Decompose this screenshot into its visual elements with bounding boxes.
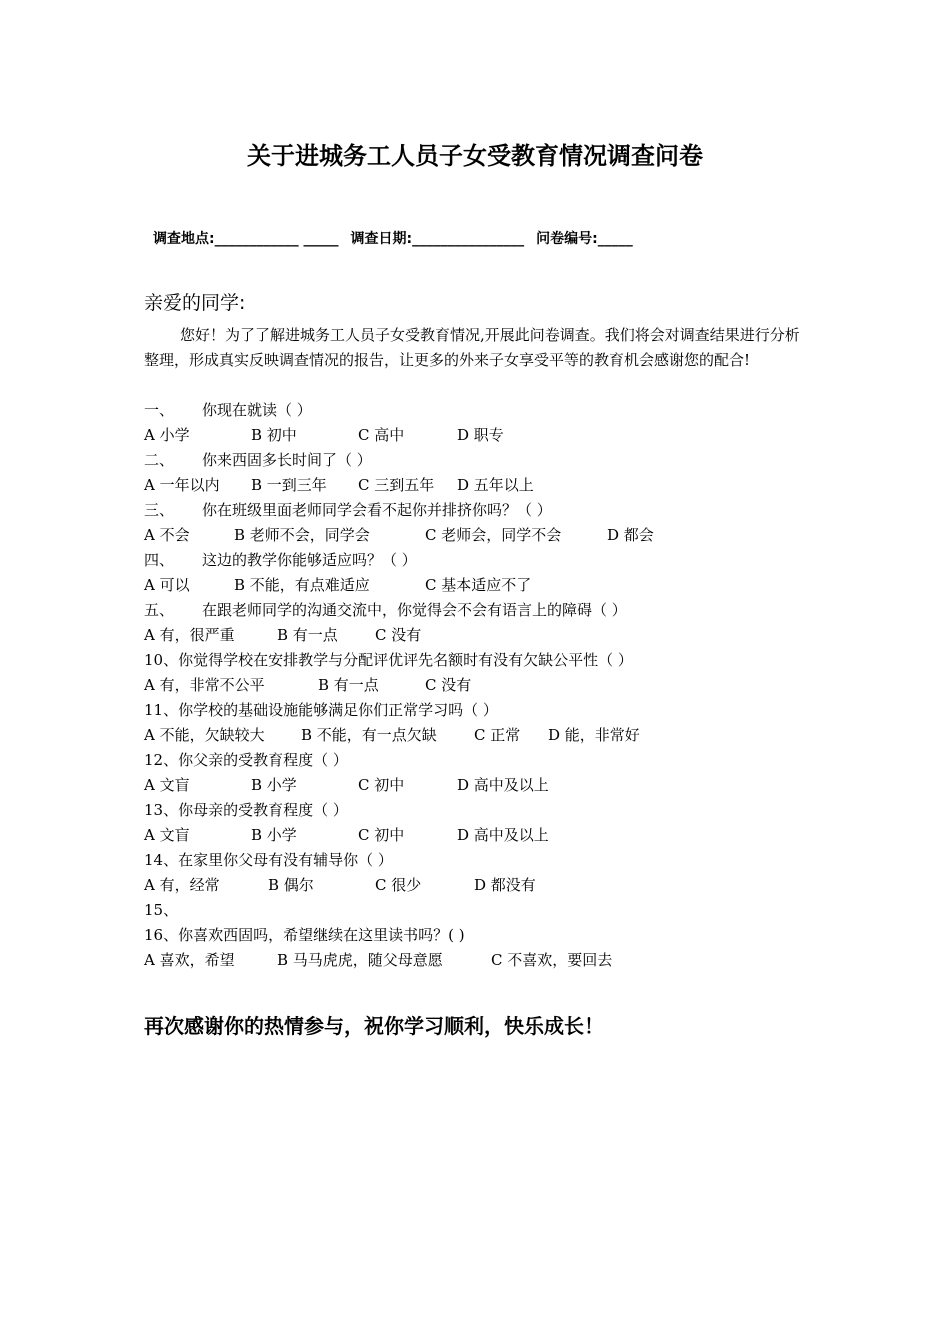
answer-option[interactable]: A 可以 [144, 576, 190, 594]
options-row [144, 423, 824, 448]
answer-option[interactable]: B 偶尔 [268, 876, 314, 894]
options-row [144, 523, 824, 548]
options-row [144, 948, 824, 973]
question-text: 13、你母亲的受教育程度（ ） [144, 801, 348, 819]
answer-option[interactable]: B 马马虎虎，随父母意愿 [277, 951, 443, 969]
answer-option[interactable]: A 有，很严重 [144, 626, 235, 644]
answer-option[interactable]: D 职专 [457, 426, 504, 444]
question-text: 在跟老师同学的沟通交流中，你觉得会不会有语言上的障碍（ ） [202, 601, 627, 619]
question-number: 三、 [144, 501, 175, 519]
question-text: 你现在就读（ ） [202, 401, 312, 419]
question-text: 你来西固多长时间了（ ） [202, 451, 372, 469]
options-row [144, 823, 824, 848]
answer-option[interactable]: C 基本适应不了 [425, 576, 532, 594]
answer-option[interactable]: C 老师会，同学不会 [425, 526, 562, 544]
options-row [144, 573, 824, 598]
question-row [144, 698, 824, 723]
question-number: 二、 [144, 451, 175, 469]
question-row [144, 848, 824, 873]
answer-option[interactable]: D 高中及以上 [457, 776, 549, 794]
question-text: 14、在家里你父母有没有辅导你（ ） [144, 851, 393, 869]
answer-option[interactable]: A 喜欢，希望 [144, 951, 235, 969]
question-row [144, 748, 824, 773]
question-text: 11、你学校的基础设施能够满足你们正常学习吗（ ） [144, 701, 498, 719]
question-text: 这边的教学你能够适应吗？（ ） [202, 551, 417, 569]
question-text: 10、你觉得学校在安排教学与分配评优评先名额时有没有欠缺公平性（ ） [144, 651, 633, 669]
answer-option[interactable]: B 不能，有一点欠缺 [301, 726, 437, 744]
question-number: 一、 [144, 401, 175, 419]
question-text: 你在班级里面老师同学会看不起你并排挤你吗？（ ） [202, 501, 552, 519]
answer-option[interactable]: C 没有 [375, 626, 422, 644]
question-text: 16、你喜欢西固吗，希望继续在这里读书吗？( ) [144, 926, 465, 944]
answer-option[interactable]: A 文盲 [144, 826, 190, 844]
options-row [144, 723, 824, 748]
question-number: 四、 [144, 551, 175, 569]
answer-option[interactable]: D 高中及以上 [457, 826, 549, 844]
question-row [144, 798, 824, 823]
answer-option[interactable]: B 有一点 [277, 626, 338, 644]
answer-option[interactable]: C 正常 [474, 726, 521, 744]
closing-text: 再次感谢你的热情参与，祝你学习顺利，快乐成长！ [144, 1014, 604, 1038]
answer-option[interactable]: A 有，非常不公平 [144, 676, 265, 694]
answer-option[interactable]: C 没有 [425, 676, 472, 694]
answer-option[interactable]: C 初中 [358, 826, 405, 844]
survey-meta [153, 228, 633, 248]
location-blank: ____________ _____ [214, 231, 339, 247]
answer-option[interactable]: A 有，经常 [144, 876, 220, 894]
question-row [144, 548, 824, 573]
question-list [144, 398, 824, 973]
location-label: 调查地点: [153, 231, 215, 247]
date-label: 调查日期: [350, 231, 413, 247]
answer-option[interactable]: B 一到三年 [251, 476, 327, 494]
answer-option[interactable]: A 小学 [144, 426, 190, 444]
question-row [144, 923, 824, 948]
answer-option[interactable]: B 有一点 [318, 676, 379, 694]
number-blank: _____ [597, 231, 633, 247]
answer-option[interactable]: B 老师不会，同学会 [234, 526, 370, 544]
answer-option[interactable]: D 能，非常好 [548, 726, 640, 744]
number-label: 问卷编号: [536, 231, 598, 247]
answer-option[interactable]: C 高中 [358, 426, 405, 444]
answer-option[interactable]: C 很少 [375, 876, 422, 894]
greeting: 亲爱的同学: [144, 292, 246, 314]
answer-option[interactable]: D 都没有 [474, 876, 536, 894]
options-row [144, 473, 824, 498]
answer-option[interactable]: A 不会 [144, 526, 190, 544]
question-text: 15、 [144, 901, 179, 919]
question-row [144, 598, 824, 623]
answer-option[interactable]: A 一年以内 [144, 476, 220, 494]
intro-paragraph: 您好！为了了解进城务工人员子女受教育情况,开展此问卷调查。我们将会对调查结果进行分析整理，形成真实反映调查情况的报告，让更多的外来子女享受平等的教育机会感谢您的配合! [144, 326, 800, 369]
question-row [144, 498, 824, 523]
question-number: 五、 [144, 601, 175, 619]
answer-option[interactable]: C 初中 [358, 776, 405, 794]
answer-option[interactable]: C 不喜欢，要回去 [491, 951, 613, 969]
document-title: 关于进城务工人员子女受教育情况调查问卷 [247, 142, 703, 170]
options-row [144, 873, 824, 898]
answer-option[interactable]: B 小学 [251, 826, 297, 844]
answer-option[interactable]: B 不能，有点难适应 [234, 576, 370, 594]
answer-option[interactable]: A 不能，欠缺较大 [144, 726, 265, 744]
date-blank: ________________ [412, 231, 525, 247]
answer-option[interactable]: C 三到五年 [358, 476, 435, 494]
answer-option[interactable]: B 小学 [251, 776, 297, 794]
answer-option[interactable]: D 五年以上 [457, 476, 534, 494]
question-row [144, 398, 824, 423]
answer-option[interactable]: B 初中 [251, 426, 297, 444]
question-row [144, 448, 824, 473]
answer-option[interactable]: D 都会 [607, 526, 654, 544]
question-row [144, 648, 824, 673]
answer-option[interactable]: A 文盲 [144, 776, 190, 794]
question-text: 12、你父亲的受教育程度（ ） [144, 751, 348, 769]
options-row [144, 623, 824, 648]
question-row [144, 898, 824, 923]
options-row [144, 773, 824, 798]
options-row [144, 673, 824, 698]
